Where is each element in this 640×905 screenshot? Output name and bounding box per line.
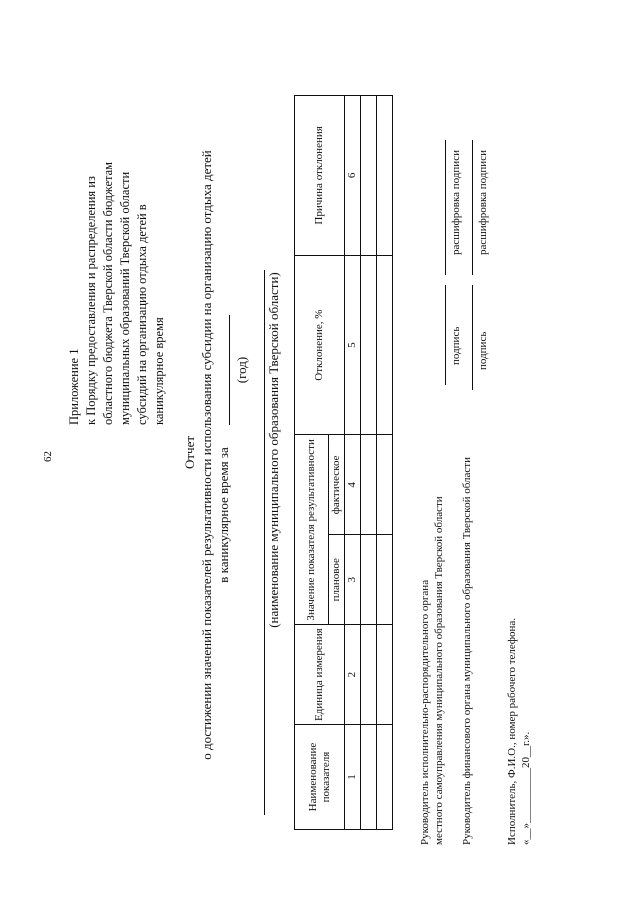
decoding-line	[445, 140, 446, 275]
signature-line	[445, 285, 446, 385]
appendix-line: муниципальных образований Тверской области	[118, 171, 132, 425]
column-number: 2	[345, 625, 361, 725]
municipality-underline	[264, 270, 265, 815]
column-number: 6	[345, 96, 361, 256]
page-number: 62	[42, 451, 54, 462]
date-line: «__»__________20__г.».	[520, 731, 532, 845]
column-number: 1	[345, 725, 361, 830]
report-title: Отчет	[182, 435, 197, 470]
signature-label: подпись	[477, 331, 489, 370]
municipality-label: (наименование муниципального образования Тверской области)	[266, 272, 281, 628]
column-number: 4	[345, 435, 361, 535]
signature-line	[472, 285, 473, 390]
table-row	[361, 96, 377, 830]
decoding-label: расшифровка подписи	[450, 150, 462, 255]
appendix-block	[66, 65, 168, 425]
indicators-table	[294, 95, 393, 830]
table-row	[377, 96, 393, 830]
report-subtitle-line1: о достижении значений показателей результативности использования субсидии на организацию отдыха детей	[199, 150, 214, 760]
column-number: 5	[345, 255, 361, 435]
report-subtitle	[198, 95, 232, 815]
column-number: 3	[345, 535, 361, 625]
header-value-group: Значение показателя результативности	[295, 435, 329, 625]
appendix-line: Приложение 1	[67, 348, 81, 425]
executor-line: Исполнитель, Ф.И.О., номер рабочего телефона.	[506, 617, 518, 845]
appendix-line: субсидий на организацию отдыха детей в	[135, 204, 149, 425]
header-reason: Причина отклонения	[295, 96, 345, 256]
header-planned: плановое	[329, 535, 345, 625]
decoding-line	[472, 140, 473, 275]
header-deviation: Отклонение, %	[295, 255, 345, 435]
signature-label: подпись	[450, 326, 462, 365]
appendix-line: к Порядку предоставления и распределения из	[84, 176, 98, 425]
report-subtitle-line2: в каникулярное время за	[216, 447, 231, 583]
decoding-label: расшифровка подписи	[477, 150, 489, 255]
head-exec-line2: местного самоуправления муниципального образования Тверской области	[433, 496, 445, 845]
head-fin: Руководитель финансового органа муниципального образования Тверской области	[461, 457, 473, 845]
header-actual: фактическое	[329, 435, 345, 535]
head-exec-line1: Руководитель исполнительно-распорядительного органа	[419, 579, 431, 845]
year-label: (год)	[234, 356, 249, 384]
header-unit: Единица измерения	[295, 625, 345, 725]
year-underline	[229, 315, 230, 425]
header-name: Наименование показателя	[295, 725, 345, 830]
appendix-line: каникулярное время	[152, 317, 166, 425]
appendix-line: областного бюджета Тверской области бюджетам	[101, 161, 115, 425]
